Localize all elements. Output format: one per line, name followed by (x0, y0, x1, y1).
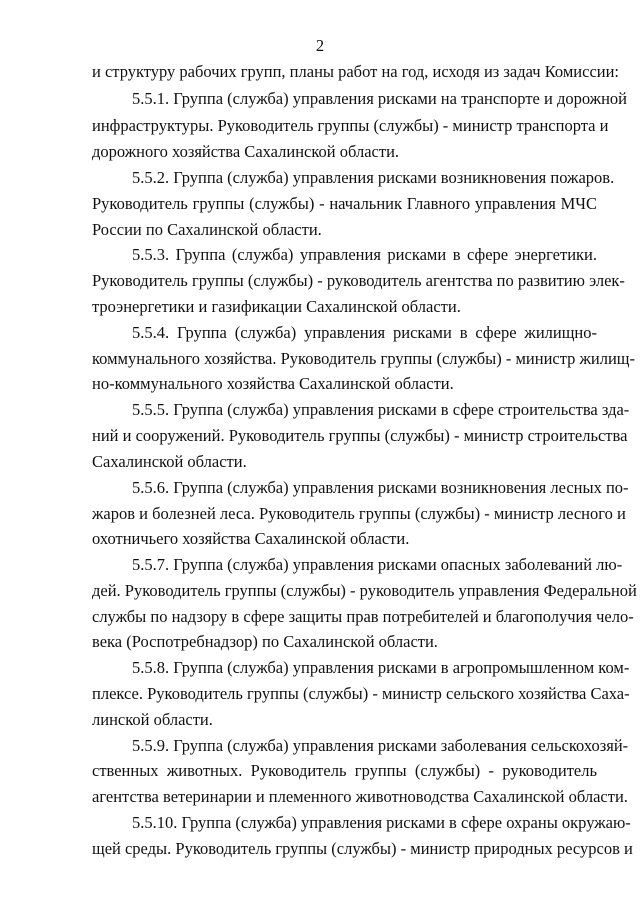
paragraph-line: 5.5.5. Группа (служба) управления рисками в сфере строительства зда- (132, 400, 630, 419)
paragraph-line: жаров и болезней леса. Руководитель группы (службы) - министр лесного и (92, 504, 626, 523)
paragraph-line: дей. Руководитель группы (службы) - руководитель управления Федеральной (92, 581, 637, 600)
paragraph-line: щей среды. Руководитель группы (службы) - министр природных ресурсов и (92, 839, 633, 858)
paragraph-line: инфраструктуры. Руководитель группы (службы) - министр транспорта и (92, 116, 609, 135)
paragraph-line: Сахалинской области. (92, 452, 247, 471)
paragraph-line: Руководитель группы (службы) - начальник Главного управления МЧС (92, 194, 597, 213)
paragraph-line: 5.5.3. Группа (служба) управления рисками в сфере энергетики. (132, 245, 597, 264)
paragraph-line: ственных животных. Руководитель группы (службы) - руководитель (92, 761, 597, 780)
paragraph-line: агентства ветеринарии и племенного животноводства Сахалинской области. (92, 787, 628, 806)
paragraph-line: России по Сахалинской области. (92, 220, 322, 239)
paragraph-line: охотничьего хозяйства Сахалинской области. (92, 529, 410, 548)
paragraph-line: 5.5.10. Группа (служба) управления рисками в сфере охраны окружаю- (132, 813, 631, 832)
paragraph-line: 5.5.4. Группа (служба) управления рисками в сфере жилищно- (132, 323, 597, 342)
paragraph-line: и структуру рабочих групп, планы работ на год, исходя из задач Комиссии: (92, 62, 620, 81)
page-number: 2 (315, 36, 325, 55)
paragraph-line: Руководитель группы (службы) - руководитель агентства по развитию элек- (92, 271, 625, 290)
paragraph-line: 5.5.9. Группа (служба) управления рисками заболевания сельскохозяй- (132, 736, 629, 755)
paragraph-line: службы по надзору в сфере защиты прав потребителей и благополучия чело- (92, 607, 634, 626)
paragraph-line: 5.5.2. Группа (служба) управления рисками возникновения пожаров. (132, 168, 615, 187)
paragraph-line: 5.5.7. Группа (служба) управления рисками опасных заболеваний лю- (132, 555, 623, 574)
paragraph-line: века (Роспотребнадзор) по Сахалинской области. (92, 632, 438, 651)
paragraph-line: 5.5.6. Группа (служба) управления рисками возникновения лесных по- (132, 478, 629, 497)
paragraph-line: линской области. (92, 710, 213, 729)
paragraph-line: дорожного хозяйства Сахалинской области. (92, 142, 400, 161)
paragraph-line: 5.5.1. Группа (служба) управления рисками на транспорте и дорожной (132, 89, 627, 108)
paragraph-line: но-коммунального хозяйства Сахалинской области. (92, 374, 454, 393)
paragraph-line: плексе. Руководитель группы (службы) - министр сельского хозяйства Саха- (92, 684, 630, 703)
paragraph-line: троэнергетики и газификации Сахалинской области. (92, 297, 461, 316)
paragraph-line: ний и сооружений. Руководитель группы (службы) - министр строительства (92, 426, 628, 445)
paragraph-line: 5.5.8. Группа (служба) управления рисками в агропромышленном ком- (132, 658, 630, 677)
paragraph-line: коммунального хозяйства. Руководитель группы (службы) - министр жилищ- (92, 349, 636, 368)
